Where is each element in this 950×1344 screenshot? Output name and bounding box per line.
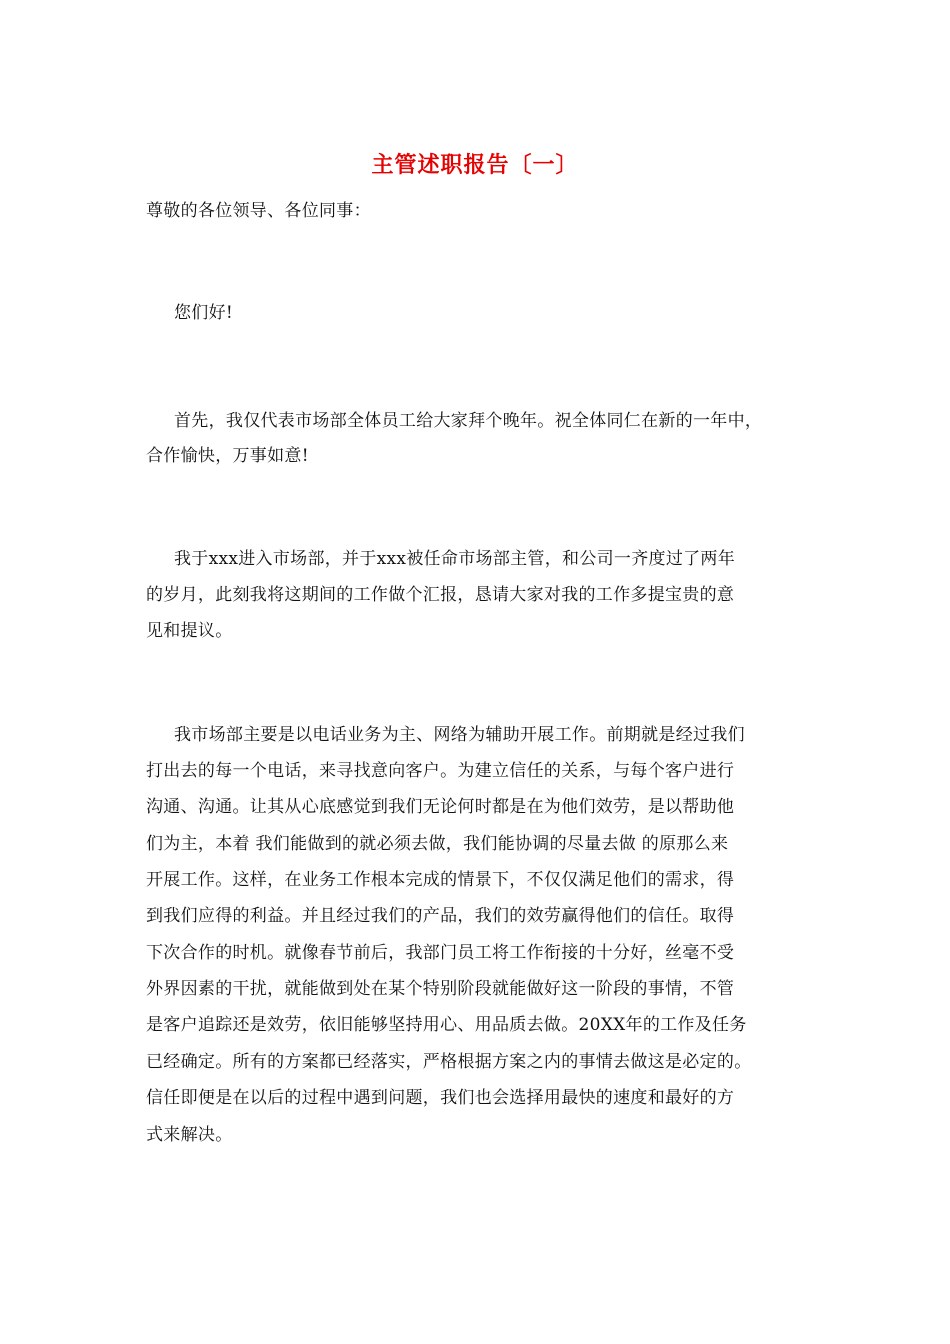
paragraph-3-line-2: 打出去的每一个电话，来寻找意向客户。为建立信任的关系，与每个客户进行 — [146, 761, 735, 781]
paragraph-2-line-1: 我于xxx进入市场部，并于xxx被任命市场部主管，和公司一齐度过了两年 — [174, 549, 736, 569]
paragraph-3-line-10: 已经确定。所有的方案都已经落实，严格根据方案之内的事情去做这是必定的。 — [146, 1052, 752, 1072]
paragraph-2-line-3: 见和提议。 — [146, 621, 233, 641]
paragraph-3-line-8: 外界因素的干扰，就能做到处在某个特别阶段就能做好这一阶段的事情，不管 — [146, 979, 735, 999]
document-title: 主管述职报告〔一〕 — [371, 152, 579, 178]
paragraph-1-line-2: 合作愉快，万事如意! — [146, 446, 309, 466]
paragraph-3-line-4: 们为主，本着 我们能做到的就必须去做，我们能协调的尽量去做 的原那么来 — [146, 834, 729, 854]
paragraph-3-line-9: 是客户追踪还是效劳，依旧能够坚持用心、用品质去做。20XX年的工作及任务 — [146, 1015, 747, 1035]
paragraph-3-line-3: 沟通、沟通。让其从心底感觉到我们无论何时都是在为他们效劳，是以帮助他 — [146, 797, 735, 817]
paragraph-3-line-11: 信任即便是在以后的过程中遇到问题，我们也会选择用最快的速度和最好的方 — [146, 1088, 735, 1108]
paragraph-3-line-1: 我市场部主要是以电话业务为主、网络为辅助开展工作。前期就是经过我们 — [174, 725, 745, 745]
salutation: 尊敬的各位领导、各位同事： — [146, 201, 371, 221]
paragraph-2-line-2: 的岁月，此刻我将这期间的工作做个汇报，恳请大家对我的工作多提宝贵的意 — [146, 585, 735, 605]
greeting: 您们好! — [174, 303, 234, 323]
paragraph-3-line-12: 式来解决。 — [146, 1125, 233, 1145]
paragraph-3-line-7: 下次合作的时机。就像春节前后，我部门员工将工作衔接的十分好，丝毫不受 — [146, 943, 735, 963]
paragraph-3-line-6: 到我们应得的利益。并且经过我们的产品，我们的效劳赢得他们的信任。取得 — [146, 906, 735, 926]
paragraph-3-line-5: 开展工作。这样，在业务工作根本完成的情景下，不仅仅满足他们的需求，得 — [146, 870, 735, 890]
paragraph-1-line-1: 首先，我仅代表市场部全体员工给大家拜个晚年。祝全体同仁在新的一年中， — [174, 411, 763, 431]
